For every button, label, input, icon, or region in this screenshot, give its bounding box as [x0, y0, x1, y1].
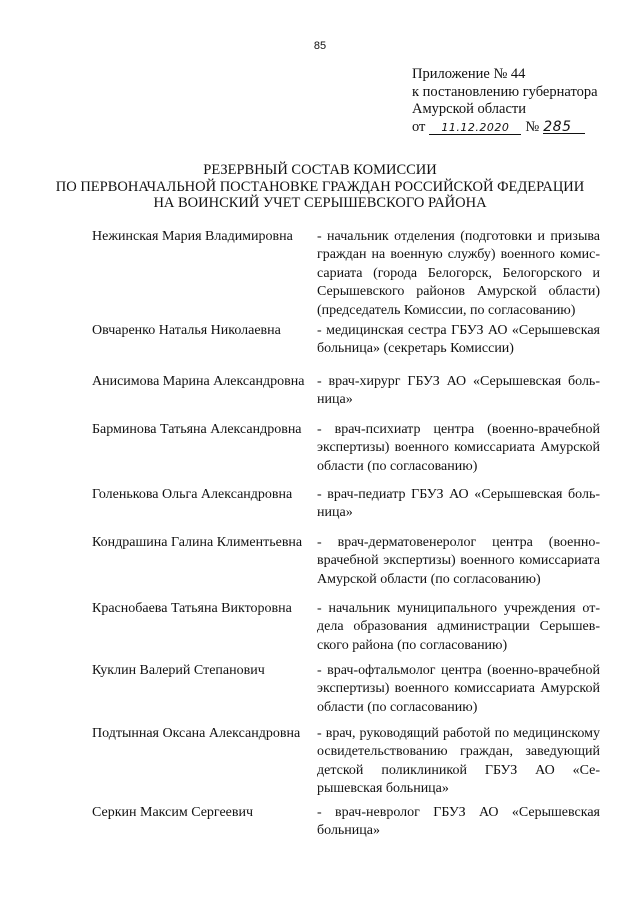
- appendix-date-line: [412, 119, 632, 137]
- title-line-2: ПО ПЕРВОНАЧАЛЬНОЙ ПОСТАНОВКЕ ГРАЖДАН РОССИЙСКОЙ ФЕДЕРАЦИИ: [55, 178, 585, 195]
- member-role: - врач-педиатр ГБУЗ АО «Серышевская больница»: [317, 487, 600, 521]
- appendix-region-line: Амурской области: [412, 101, 526, 117]
- member-role: - начальник отделения (подготовки и призыва граждан на военную службу) военного комиссариата (города Белогорск, Белогорского и Серышевского районов Амурской области) (председатель Комиссии, по согласованию): [317, 229, 600, 318]
- member-name: Овчаренко Наталья Николаевна: [92, 323, 281, 338]
- member-role: - врач-невролог ГБУЗ АО «Серышевская больница»: [317, 805, 600, 839]
- title-line-1: РЕЗЕРВНЫЙ СОСТАВ КОМИССИИ: [203, 162, 437, 178]
- member-name: Анисимова Марина Александровна: [92, 374, 305, 389]
- appendix-title: Приложение № 44: [412, 66, 526, 82]
- member-name: Подтынная Оксана Александровна: [92, 726, 301, 741]
- member-name: Куклин Валерий Степанович: [92, 663, 265, 678]
- member-role: - медицинская сестра ГБУЗ АО «Серышевская больница» (секретарь Комиссии): [317, 323, 600, 357]
- member-role: - врач-офтальмолог центра (военно-врачебной экспертизы) военного комиссариата Амурской области (по согласованию): [317, 663, 600, 715]
- from-label: от: [412, 118, 426, 135]
- appendix-block: [412, 66, 632, 136]
- document-title: [0, 162, 640, 212]
- decree-date: 11.12.2020: [429, 122, 521, 135]
- appendix-decree-line: к постановлению губернатора: [412, 83, 598, 100]
- title-line-3: НА ВОИНСКИЙ УЧЕТ СЕРЫШЕВСКОГО РАЙОНА: [153, 195, 487, 211]
- member-name: Голенькова Ольга Александровна: [92, 487, 293, 502]
- member-name: Нежинская Мария Владимировна: [92, 229, 293, 244]
- member-role: - врач, руководящий работой по медицинскому освидетельствованию граждан, заведующий детской поликлиникой ГБУЗ АО «Серышевская больница»: [317, 726, 600, 797]
- decree-number: 285: [543, 121, 585, 134]
- member-name: Кондрашина Галина Климентьевна: [92, 535, 303, 550]
- member-role: - врач-дерматовенеролог центра (военно-врачебной экспертизы) военного комиссариата Амурской области (по согласованию): [317, 535, 600, 587]
- member-role: - начальник муниципального учреждения отдела образования администрации Серышевского района (по согласованию): [317, 601, 600, 653]
- member-role: - врач-хирург ГБУЗ АО «Серышевская больница»: [317, 374, 600, 408]
- number-label: №: [525, 118, 540, 135]
- page-number: 85: [313, 40, 327, 52]
- member-name: Серкин Максим Сергеевич: [92, 805, 254, 820]
- member-role: - врач-психиатр центра (военно-врачебной экспертизы) военного комиссариата Амурской области (по согласованию): [317, 422, 600, 474]
- member-name: Краснобаева Татьяна Викторовна: [92, 601, 292, 616]
- member-name: Барминова Татьяна Александровна: [92, 422, 302, 437]
